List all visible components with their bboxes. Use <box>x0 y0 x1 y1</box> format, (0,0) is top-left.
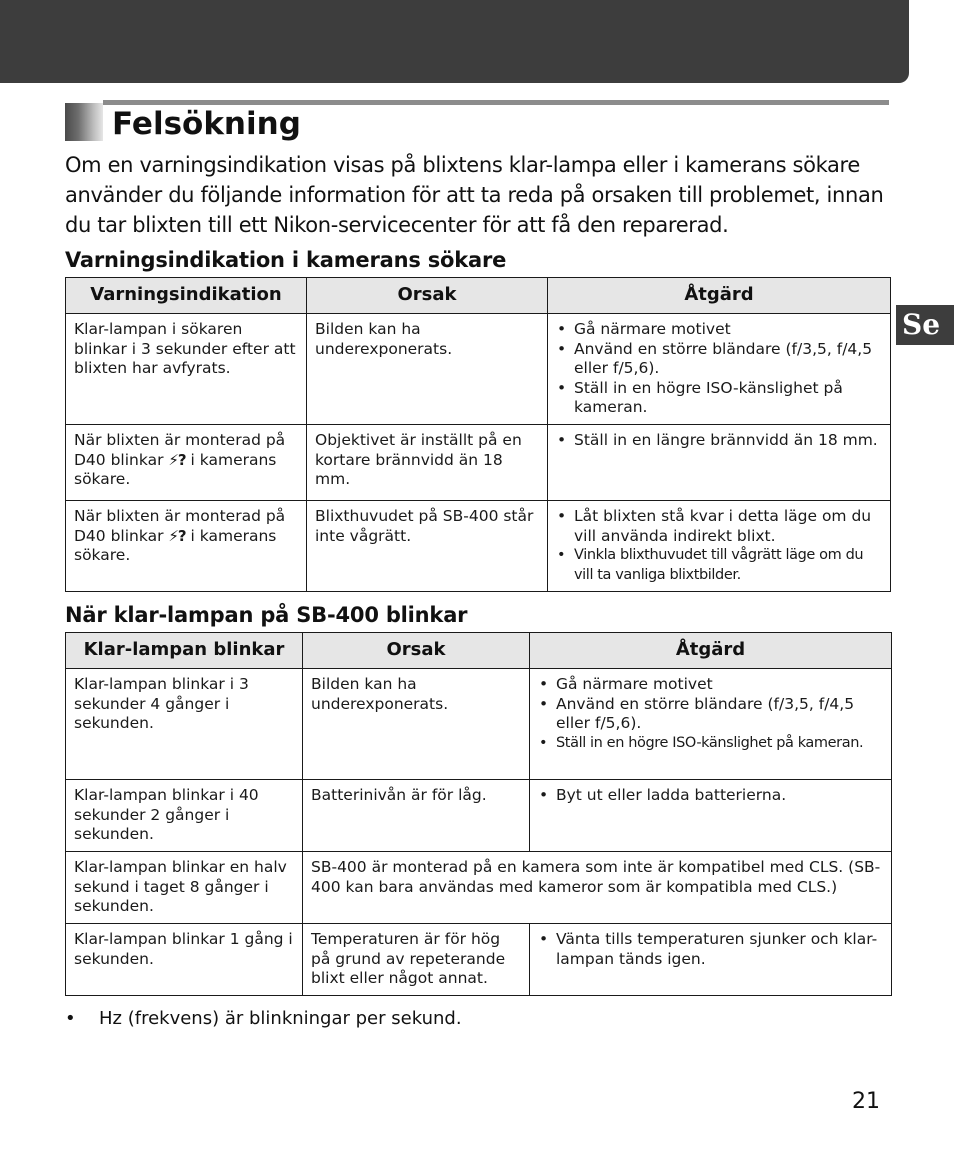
page-number: 21 <box>852 1089 880 1114</box>
action-cell <box>548 314 891 425</box>
table-row <box>66 314 891 425</box>
indication-text: i kamerans sökare. <box>74 526 277 564</box>
column-header-cause: Orsak <box>307 278 548 314</box>
column-header-indication: Varningsindikation <box>66 278 307 314</box>
indication-cell: Klar-lampan i sökaren blinkar i 3 sekunder efter att blixten har avfyrats. <box>66 314 307 425</box>
column-header-action: Åtgärd <box>530 633 892 669</box>
action-list <box>556 507 882 585</box>
action-item: • Gå närmare motivet <box>574 320 882 340</box>
footnote-bullet: • <box>65 1008 76 1029</box>
action-list <box>538 786 883 806</box>
action-item: • Vinkla blixthuvudet till vågrätt läge om du vill ta vanliga blixtbilder. <box>574 546 882 585</box>
action-item: • Gå närmare motivet <box>556 675 883 695</box>
action-cell <box>548 501 891 592</box>
section-heading-ready-light: När klar-lampan på SB-400 blinkar <box>65 603 468 627</box>
table-row <box>66 780 892 852</box>
cause-cell: Bilden kan ha underexponerats. <box>303 669 530 780</box>
action-item: • Använd en större bländare (f/3,5, f/4,5 eller f/5,6). <box>556 695 883 734</box>
action-item: • Vänta tills temperaturen sjunker och klar-lampan tänds igen. <box>556 930 883 969</box>
action-item: • Ställ in en högre ISO-känslighet på kameran. <box>556 734 883 754</box>
action-cell <box>530 780 892 852</box>
footnote-text: Hz (frekvens) är blinkningar per sekund. <box>99 1008 462 1029</box>
header-bar <box>0 0 909 83</box>
table-row <box>66 501 891 592</box>
cause-cell: Blixthuvudet på SB-400 står inte vågrätt. <box>307 501 548 592</box>
cause-cell: Batterinivån är för låg. <box>303 780 530 852</box>
indication-cell: Klar-lampan blinkar i 3 sekunder 4 gånger i sekunden. <box>66 669 303 780</box>
indication-cell: Klar-lampan blinkar 1 gång i sekunden. <box>66 924 303 996</box>
merged-cause-cell: SB-400 är monterad på en kamera som inte är kompatibel med CLS. (SB-400 kan bara användas med kameror som är kompatibla med CLS.) <box>303 852 892 924</box>
indication-cell: Klar-lampan blinkar en halv sekund i taget 8 gånger i sekunden. <box>66 852 303 924</box>
action-cell <box>530 924 892 996</box>
action-list <box>556 320 882 418</box>
action-item: • Byt ut eller ladda batterierna. <box>556 786 883 806</box>
table-row <box>66 425 891 501</box>
section-heading-viewfinder: Varningsindikation i kamerans sökare <box>65 248 507 272</box>
indication-cell <box>66 425 307 501</box>
page-title: Felsökning <box>112 106 301 142</box>
action-item: • Använd en större bländare (f/3,5, f/4,5 eller f/5,6). <box>574 340 882 379</box>
cause-cell: Bilden kan ha underexponerats. <box>307 314 548 425</box>
flash-warning-icon: ⚡? <box>168 450 186 469</box>
indication-text: När blixten är monterad på D40 blinkar <box>74 507 286 545</box>
action-list <box>556 431 882 451</box>
title-gradient-block <box>65 103 103 141</box>
table-row <box>66 924 892 996</box>
indication-text: När blixten är monterad på D40 blinkar <box>74 431 286 469</box>
table-row <box>66 669 892 780</box>
action-cell <box>530 669 892 780</box>
intro-paragraph: Om en varningsindikation visas på blixtens klar-lampa eller i kamerans sökare använder du följande information för att ta reda på orsaken till problemet, innan du tar blixten till ett Nikon-servicecenter för att få den reparerad. <box>65 153 884 237</box>
cause-cell: Temperaturen är för hög på grund av repeterande blixt eller något annat. <box>303 924 530 996</box>
ready-light-table <box>65 632 892 996</box>
footnote <box>65 1007 462 1031</box>
table-header-row <box>66 633 892 669</box>
indication-text: i kamerans sökare. <box>74 450 277 488</box>
action-item: • Ställ in en högre ISO-känslighet på kameran. <box>574 379 882 418</box>
action-list <box>538 930 883 969</box>
flash-warning-icon: ⚡? <box>168 526 186 545</box>
cause-cell: Objektivet är inställt på en kortare brännvidd än 18 mm. <box>307 425 548 501</box>
action-item: • Låt blixten stå kvar i detta läge om du vill använda indirekt blixt. <box>574 507 882 546</box>
table-row <box>66 852 892 924</box>
action-list <box>538 675 883 753</box>
column-header-action: Åtgärd <box>548 278 891 314</box>
column-header-cause: Orsak <box>303 633 530 669</box>
action-item: • Ställ in en längre brännvidd än 18 mm. <box>574 431 882 451</box>
indication-cell <box>66 501 307 592</box>
language-tab: Se <box>896 305 954 345</box>
viewfinder-warning-table <box>65 277 891 592</box>
indication-cell: Klar-lampan blinkar i 40 sekunder 2 gånger i sekunden. <box>66 780 303 852</box>
table-header-row <box>66 278 891 314</box>
column-header-indication: Klar-lampan blinkar <box>66 633 303 669</box>
action-cell <box>548 425 891 501</box>
